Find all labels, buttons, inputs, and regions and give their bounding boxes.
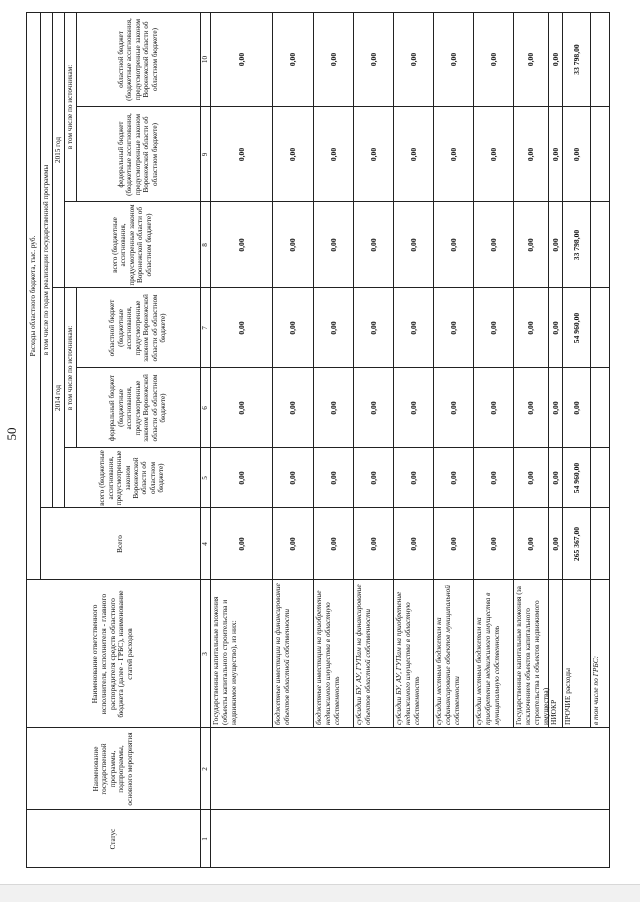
header-regional-2014: областной бюджет (бюджетные ассигнования, предусмотренные законом Воронежской области об областном бюджете) bbox=[108, 294, 168, 362]
value-cell: 0,00 bbox=[526, 321, 535, 335]
value-cell: 0,00 bbox=[236, 238, 246, 252]
header-all-budget-2014: всего (бюджетные ассигнования, предусмотренные законом Воронежской области об областном бюджете) bbox=[98, 450, 166, 506]
value-cell: 0,00 bbox=[328, 471, 338, 485]
value-cell: 0,00 bbox=[408, 52, 418, 67]
value-cell: 0,00 bbox=[488, 401, 498, 415]
header-year-2014: 2014 год bbox=[53, 385, 62, 411]
row-label: Государственные капитальные вложения (за исключением объектов капитального строительства и объектов недвижимого имущества) bbox=[514, 586, 550, 725]
value-cell: 54 960,00 bbox=[571, 462, 581, 494]
value-cell bbox=[590, 368, 610, 448]
row-label: бюджетные инвестиции на приобретение недвижимого имущества в областную собственность bbox=[314, 590, 341, 725]
value-cell: 0,00 bbox=[368, 537, 378, 551]
value-cell: 0,00 bbox=[550, 401, 560, 415]
value-cell: 0,00 bbox=[408, 238, 418, 252]
value-cell: 0,00 bbox=[488, 238, 498, 252]
header-status: Статус bbox=[108, 828, 117, 850]
value-cell: 0,00 bbox=[236, 537, 246, 551]
value-cell: 0,00 bbox=[236, 147, 246, 162]
row-label: Государственные капитальные вложения (объекты капитального строительства и недвижимое имущество), из них: bbox=[211, 596, 238, 725]
header-executor: Наименование ответственного исполнителя, исполнителя - главного распорядителя средств областного бюджета (далее - ГРБС), наименование статей расходов bbox=[89, 590, 135, 718]
value-cell: 0,00 bbox=[236, 471, 246, 485]
value-cell: 0,00 bbox=[236, 52, 246, 67]
value-cell: 0,00 bbox=[368, 401, 378, 415]
value-cell: 0,00 bbox=[328, 52, 338, 67]
column-number: 10 bbox=[200, 55, 209, 64]
scan-bottom-margin bbox=[0, 884, 640, 902]
value-cell: 0,00 bbox=[550, 147, 560, 162]
value-cell: 33 798,00 bbox=[571, 229, 581, 261]
header-federal-2014: федеральный бюджет (бюджетные ассигнования, предусмотренные законом Воронежской области об областном бюджете) bbox=[108, 374, 168, 442]
value-cell: 0,00 bbox=[288, 537, 297, 551]
value-cell: 0,00 bbox=[526, 238, 535, 252]
header-federal-2015: федеральный бюджет (бюджетные ассигнования, предусмотренные законом Воронежской области об областном бюджете) bbox=[116, 113, 159, 196]
value-cell: 0,00 bbox=[448, 238, 458, 252]
value-cell: 0,00 bbox=[526, 401, 535, 415]
value-cell: 54 960,00 bbox=[571, 312, 581, 344]
value-cell: 265 367,00 bbox=[571, 526, 581, 562]
column-number: 1 bbox=[200, 837, 209, 841]
value-cell bbox=[590, 202, 610, 288]
value-cell: 0,00 bbox=[448, 471, 458, 485]
value-cell: 0,00 bbox=[368, 52, 378, 67]
value-cell: 0,00 bbox=[488, 471, 498, 485]
column-number: 2 bbox=[200, 767, 209, 771]
value-cell: 0,00 bbox=[448, 147, 458, 162]
value-cell: 0,00 bbox=[328, 401, 338, 415]
value-cell: 0,00 bbox=[408, 147, 418, 162]
value-cell: 0,00 bbox=[368, 147, 378, 162]
value-cell: 0,00 bbox=[550, 52, 560, 67]
value-cell: 0,00 bbox=[288, 401, 297, 415]
value-cell: 0,00 bbox=[526, 147, 535, 162]
header-year-2015: 2015 год bbox=[53, 137, 62, 163]
value-cell: 0,00 bbox=[448, 321, 458, 335]
value-cell: 0,00 bbox=[328, 147, 338, 162]
value-cell bbox=[590, 508, 610, 580]
value-cell: 0,00 bbox=[288, 321, 297, 335]
value-cell: 0,00 bbox=[288, 52, 297, 67]
value-cell: 0,00 bbox=[288, 471, 297, 485]
header-expenses: Расходы областного бюджета, тыс. руб. bbox=[28, 235, 37, 357]
header-by-years: в том числе по годам реализации государственной программы bbox=[41, 164, 50, 356]
value-cell: 0,00 bbox=[408, 471, 418, 485]
column-number: 3 bbox=[200, 652, 209, 656]
value-cell: 0,00 bbox=[236, 401, 246, 415]
value-cell: 0,00 bbox=[488, 537, 498, 551]
value-cell: 0,00 bbox=[448, 401, 458, 415]
column-number: 5 bbox=[200, 476, 209, 480]
column-number: 8 bbox=[200, 243, 209, 247]
value-cell bbox=[590, 448, 610, 508]
value-cell: 0,00 bbox=[328, 238, 338, 252]
value-cell: 0,00 bbox=[488, 52, 498, 67]
value-cell: 0,00 bbox=[368, 238, 378, 252]
page-number: 50 bbox=[4, 427, 19, 441]
column-number: 7 bbox=[200, 326, 209, 330]
value-cell: 0,00 bbox=[448, 52, 458, 67]
value-cell bbox=[590, 107, 610, 202]
value-cell: 0,00 bbox=[368, 321, 378, 335]
value-cell: 0,00 bbox=[571, 147, 581, 162]
value-cell: 0,00 bbox=[448, 537, 458, 551]
value-cell bbox=[590, 12, 610, 107]
value-cell: 0,00 bbox=[328, 321, 338, 335]
value-cell bbox=[590, 288, 610, 368]
row-label: ПРОЧИЕ расходы bbox=[563, 668, 572, 725]
column-number: 6 bbox=[200, 406, 209, 410]
value-cell: 0,00 bbox=[288, 147, 297, 162]
column-number: 4 bbox=[200, 542, 209, 546]
value-cell: 0,00 bbox=[550, 537, 560, 551]
value-cell: 0,00 bbox=[408, 401, 418, 415]
value-cell: 0,00 bbox=[368, 471, 378, 485]
value-cell: 0,00 bbox=[288, 238, 297, 252]
header-sources-2014: в том числе по источникам: bbox=[65, 325, 74, 411]
column-number: 9 bbox=[200, 152, 209, 157]
row-label: субсидии местным бюджетам на приобретение недвижимого имущества в муниципальную собственность bbox=[474, 592, 501, 725]
value-cell: 0,00 bbox=[488, 147, 498, 162]
value-cell: 0,00 bbox=[526, 471, 535, 485]
row-label: субсидии местным бюджетам на софинансирование объектов муниципальной собственности bbox=[434, 585, 461, 725]
budget-table bbox=[26, 12, 610, 868]
value-cell: 0,00 bbox=[328, 537, 338, 551]
header-program-name: Наименование государственной программы, подпрограммы, основного мероприятия bbox=[91, 732, 134, 806]
value-cell: 0,00 bbox=[550, 238, 560, 252]
value-cell: 0,00 bbox=[526, 52, 535, 67]
header-sources-2015: в том числе по источникам: bbox=[65, 64, 74, 150]
row-label: НИОКР bbox=[549, 699, 558, 725]
value-cell: 0,00 bbox=[550, 321, 560, 335]
row-label: субсидии БУ, АУ, ГУПам на финансирование объектов областной собственности bbox=[354, 584, 372, 725]
header-all-budget-2015: всего (бюджетные ассигнования, предусмотренные законом Воронежской области об областном бюджете) bbox=[110, 204, 153, 286]
value-cell: 0,00 bbox=[526, 537, 535, 551]
value-cell: 0,00 bbox=[571, 401, 581, 415]
row-label: в том числе по ГРБС: bbox=[591, 655, 600, 725]
header-total: Всего bbox=[115, 535, 124, 553]
row-label: бюджетные инвестиции на финансирование объектов областной собственности bbox=[273, 583, 291, 725]
value-cell: 33 798,00 bbox=[571, 44, 581, 75]
header-regional-2015: областной бюджет (бюджетные ассигнования, предусмотренные законом Воронежской области об областном бюджете) bbox=[116, 18, 159, 101]
value-cell: 0,00 bbox=[488, 321, 498, 335]
value-cell: 0,00 bbox=[550, 471, 560, 485]
value-cell: 0,00 bbox=[236, 321, 246, 335]
value-cell: 0,00 bbox=[408, 321, 418, 335]
value-cell: 0,00 bbox=[408, 537, 418, 551]
row-label: субсидии БУ, АУ, ГУПам на приобретение недвижимого имущества в областную собственность bbox=[394, 591, 421, 725]
